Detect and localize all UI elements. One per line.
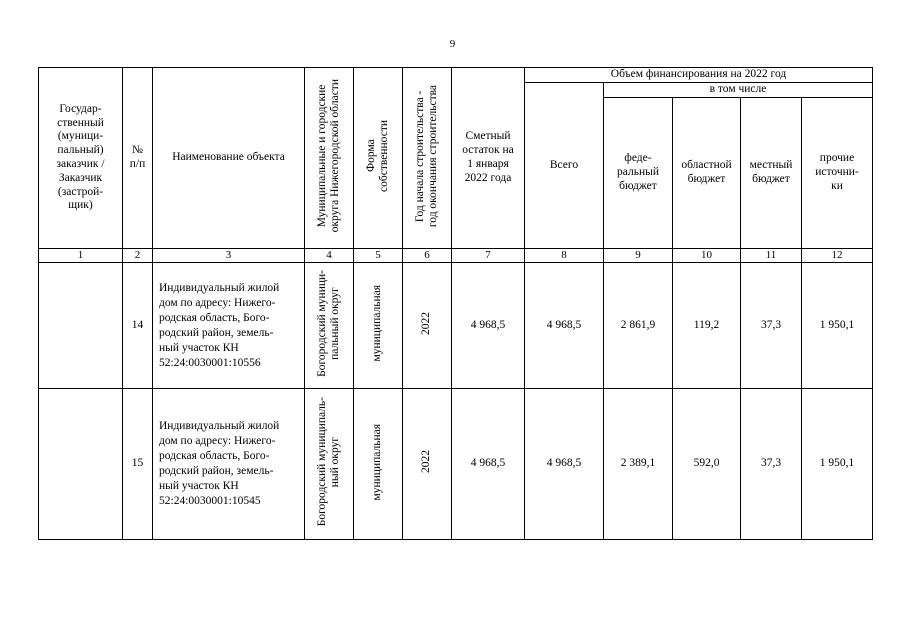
cell-local: 37,3: [741, 263, 802, 389]
table-row: [39, 263, 873, 389]
column-number: 9: [604, 249, 673, 263]
column-number: 3: [153, 249, 305, 263]
page-number: 9: [449, 38, 456, 50]
cell-num: 15: [123, 389, 153, 540]
header-including: [604, 83, 873, 98]
header-num: [123, 68, 153, 249]
header-municipality: [305, 68, 354, 249]
header-num-text: № п/п: [129, 144, 146, 170]
cell-object-name: [153, 263, 305, 389]
column-number: 4: [305, 249, 354, 263]
header-including-text: в том числе: [709, 83, 767, 96]
header-years: [403, 68, 452, 249]
cell-other: 1 950,1: [802, 263, 873, 389]
header-federal-text: феде- ральный бюджет: [617, 152, 659, 192]
header-ownership: [354, 68, 403, 249]
cell-municipality: [305, 263, 354, 389]
cell-num: 14: [123, 263, 153, 389]
header-federal: [604, 98, 673, 249]
header-ownership-text: Форма собственности: [364, 119, 390, 192]
cell-years-text: 2022: [420, 311, 433, 335]
cell-federal: 2 861,9: [604, 263, 673, 389]
cell-total: 4 968,5: [525, 389, 604, 540]
cell-object-name: [153, 389, 305, 540]
column-number: 10: [673, 249, 741, 263]
cell-municipality: [305, 389, 354, 540]
cell-customer: [39, 389, 123, 540]
column-number: 8: [525, 249, 604, 263]
column-number-row: [39, 249, 873, 263]
header-funding-group: [525, 68, 873, 83]
header-customer-text: Государ- ственный (муници- пальный) заказчик / Заказчик (застрой- щик): [56, 102, 105, 212]
header-funding-group-text: Объем финансирования на 2022 год: [610, 68, 787, 81]
funding-table: [38, 67, 873, 540]
cell-ownership-text: муниципальная: [371, 423, 384, 501]
header-regional-text: областной бюджет: [681, 159, 732, 185]
cell-municipality-text: Богородский муници- пальный округ: [315, 269, 341, 377]
header-total: [525, 83, 604, 249]
cell-balance: 4 968,5: [452, 263, 525, 389]
header-object-name: [153, 68, 305, 249]
header-customer: [39, 68, 123, 249]
table-row: [39, 389, 873, 540]
column-number: 5: [354, 249, 403, 263]
header-balance-text: Сметный остаток на 1 января 2022 года: [462, 130, 514, 184]
header-regional: [673, 98, 741, 249]
header-local: [741, 98, 802, 249]
header-municipality-text: Муниципальные и городские округа Нижегородской области: [315, 78, 341, 233]
cell-customer: [39, 263, 123, 389]
header-object-name-text: Наименование объекта: [172, 151, 285, 164]
cell-object-name-text: Индивидуальный жилой дом по адресу: Нижего- родская область, Бого- родский район, земель- ный участок КН 52:24:0030001:10556: [159, 281, 280, 369]
column-number: 6: [403, 249, 452, 263]
cell-years: [403, 263, 452, 389]
cell-years-text: 2022: [420, 450, 433, 474]
header-local-text: местный бюджет: [749, 159, 793, 185]
header-years-text: Год начала строительства - год окончания строительства: [413, 84, 439, 227]
cell-federal: 2 389,1: [604, 389, 673, 540]
header-total-text: Всего: [549, 158, 579, 171]
column-number: 7: [452, 249, 525, 263]
cell-local: 37,3: [741, 389, 802, 540]
header-other-text: прочие источни- ки: [815, 152, 859, 192]
header-other: [802, 98, 873, 249]
cell-regional: 592,0: [673, 389, 741, 540]
cell-ownership: [354, 263, 403, 389]
column-number: 2: [123, 249, 153, 263]
cell-other: 1 950,1: [802, 389, 873, 540]
cell-ownership-text: муниципальная: [371, 285, 384, 362]
header-row-top: [39, 68, 873, 83]
column-number: 1: [39, 249, 123, 263]
cell-years: [403, 389, 452, 540]
header-balance: [452, 68, 525, 249]
cell-object-name-text: Индивидуальный жилой дом по адресу: Нижего- родская область, Бого- родский район, земель- ный участок КН 52:24:0030001:10545: [159, 420, 280, 508]
column-number: 11: [741, 249, 802, 263]
column-number: 12: [802, 249, 873, 263]
cell-regional: 119,2: [673, 263, 741, 389]
cell-municipality-text: Богородский муниципаль- ный округ: [315, 397, 341, 527]
cell-balance: 4 968,5: [452, 389, 525, 540]
cell-total: 4 968,5: [525, 263, 604, 389]
cell-ownership: [354, 389, 403, 540]
